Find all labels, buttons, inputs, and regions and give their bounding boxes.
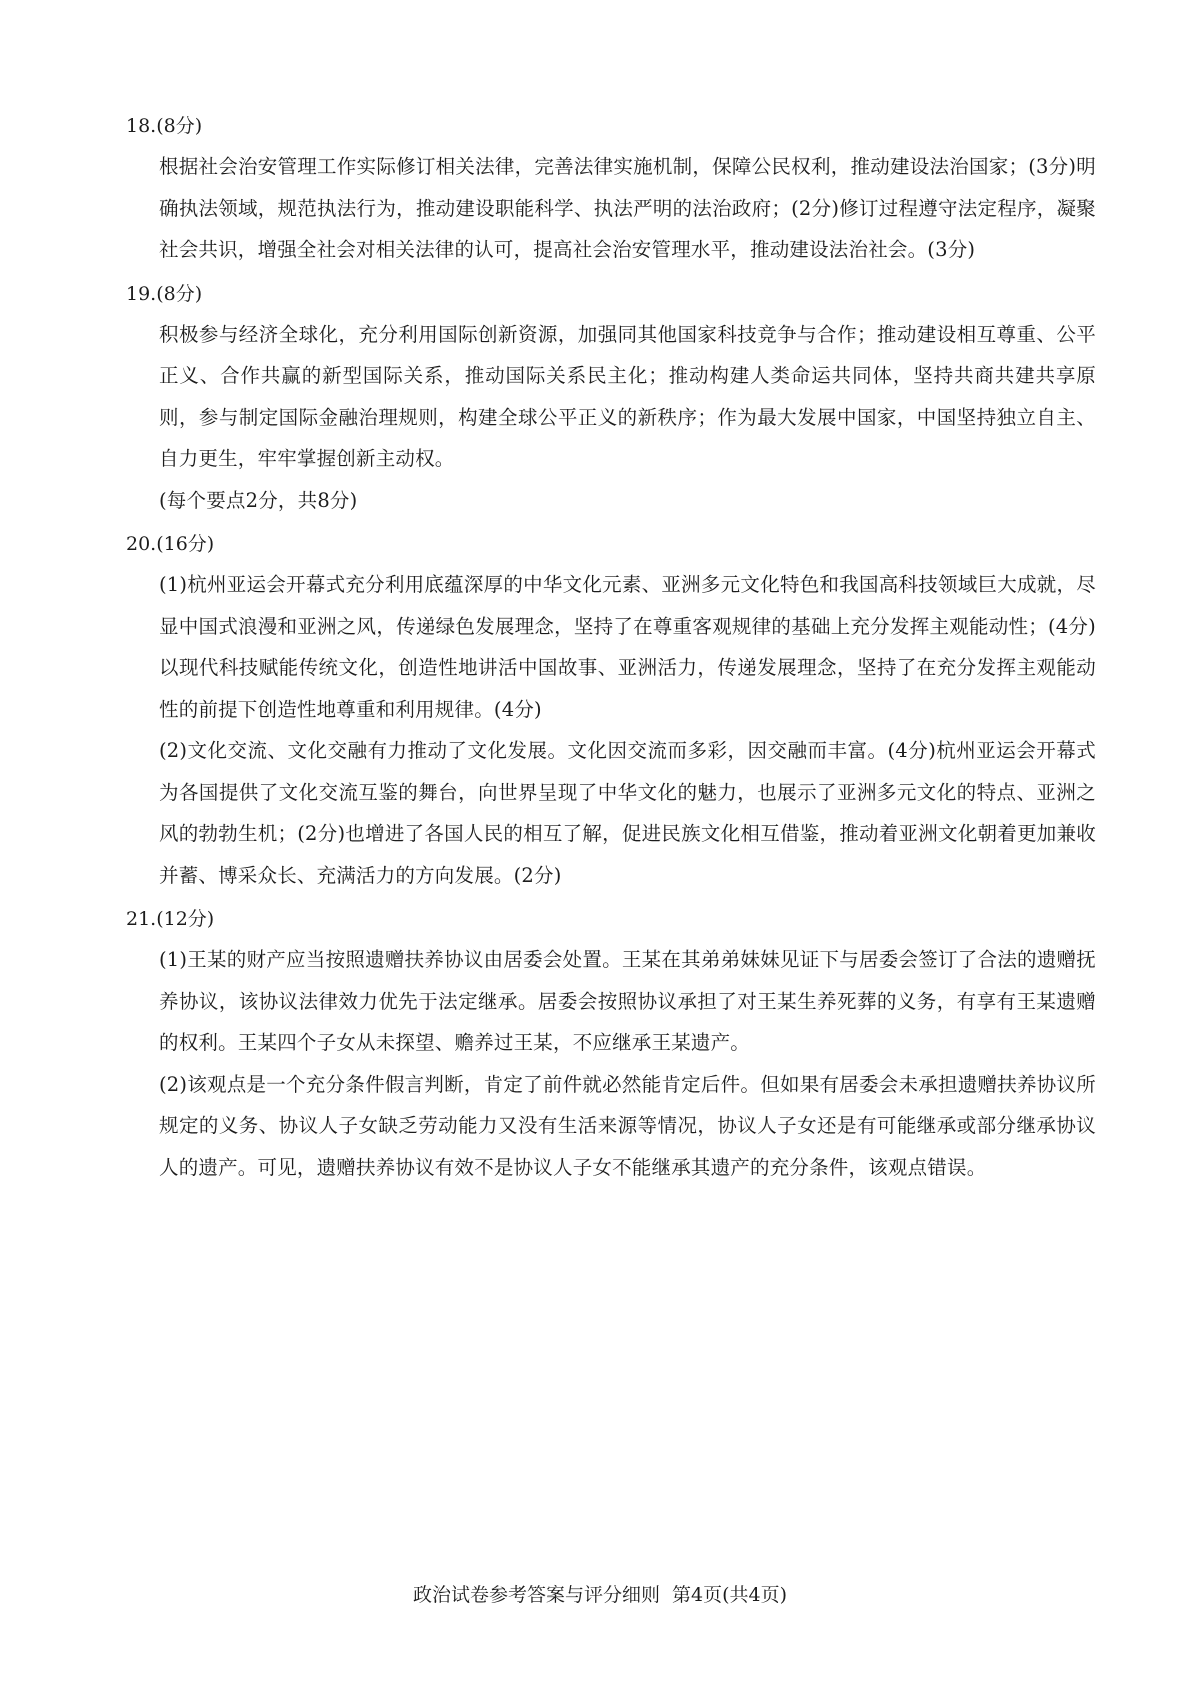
answer-paragraph: (1)王某的财产应当按照遗赠扶养协议由居委会处置。王某在其弟弟妹妹见证下与居委会签订了合法的遗赠抚养协议，该协议法律效力优先于法定继承。居委会按照协议承担了对王某生养死葬的义务，有享有王某遗赠的权利。王某四个子女从未探望、赡养过王某，不应继承王某遗产。 (159, 948, 1096, 1054)
answer-paragraph: 根据社会治安管理工作实际修订相关法律，完善法律实施机制，保障公民权利，推动建设法治国家；(3分)明确执法领域，规范执法行为，推动建设职能科学、执法严明的法治政府；(2分)修订过程遵守法定程序，凝聚社会共识，增强全社会对相关法律的认可，提高社会治安管理水平，推动建设法治社会。(3分) (159, 155, 1096, 261)
question-number: 20.(16分) (126, 533, 215, 555)
scoring-note: (每个要点2分，共8分) (159, 488, 358, 512)
question-18 (126, 106, 1096, 271)
question-number: 19.(8分) (126, 282, 203, 305)
question-19 (126, 274, 1096, 522)
answer-content (126, 106, 1096, 1188)
question-number: 21.(12分) (126, 908, 215, 930)
answer-paragraph: (2)文化交流、文化交融有力推动了文化发展。文化因交流而多彩，因交融而丰富。(4分)杭州亚运会开幕式为各国提供了文化交流互鉴的舞台，向世界呈现了中华文化的魅力，也展示了亚洲多元文化的特点、亚洲之风的勃勃生机；(2分)也增进了各国人民的相互了解，促进民族文化相互借鉴，推动着亚洲文化朝着更加兼收并蓄、博采众长、充满活力的方向发展。(2分) (159, 739, 1096, 887)
footer-title: 政治试卷参考答案与评分细则 (412, 1584, 660, 1606)
answer-paragraph: 积极参与经济全球化，充分利用国际创新资源，加强同其他国家科技竞争与合作；推动建设相互尊重、公平正义、合作共赢的新型国际关系，推动国际关系民主化；推动构建人类命运共同体，坚持共商共建共享原则，参与制定国际金融治理规则，构建全球公平正义的新秩序；作为最大发展中国家，中国坚持独立自主、自力更生，牢牢掌握创新主动权。 (159, 322, 1096, 470)
answer-paragraph: (1)杭州亚运会开幕式充分利用底蕴深厚的中华文化元素、亚洲多元文化特色和我国高科技领域巨大成就，尽显中国式浪漫和亚洲之风，传递绿色发展理念，坚持了在尊重客观规律的基础上充分发挥主观能动性；(4分)以现代科技赋能传统文化，创造性地讲活中国故事、亚洲活力，传递发展理念，坚持了在充分发挥主观能动性的前提下创造性地尊重和利用规律。(4分) (159, 573, 1096, 721)
answer-paragraph: (2)该观点是一个充分条件假言判断，肯定了前件就必然能肯定后件。但如果有居委会未承担遗赠扶养协议所规定的义务、协议人子女缺乏劳动能力又没有生活来源等情况，协议人子女还是有可能继承或部分继承协议人的遗产。可见，遗赠扶养协议有效不是协议人子女不能继承其遗产的充分条件，该观点错误。 (159, 1072, 1096, 1179)
page-number: 第4页(共4页) (672, 1584, 788, 1606)
question-20 (126, 524, 1096, 896)
page-footer (0, 1580, 1200, 1610)
question-21 (126, 899, 1096, 1188)
question-number: 18.(8分) (126, 115, 203, 137)
